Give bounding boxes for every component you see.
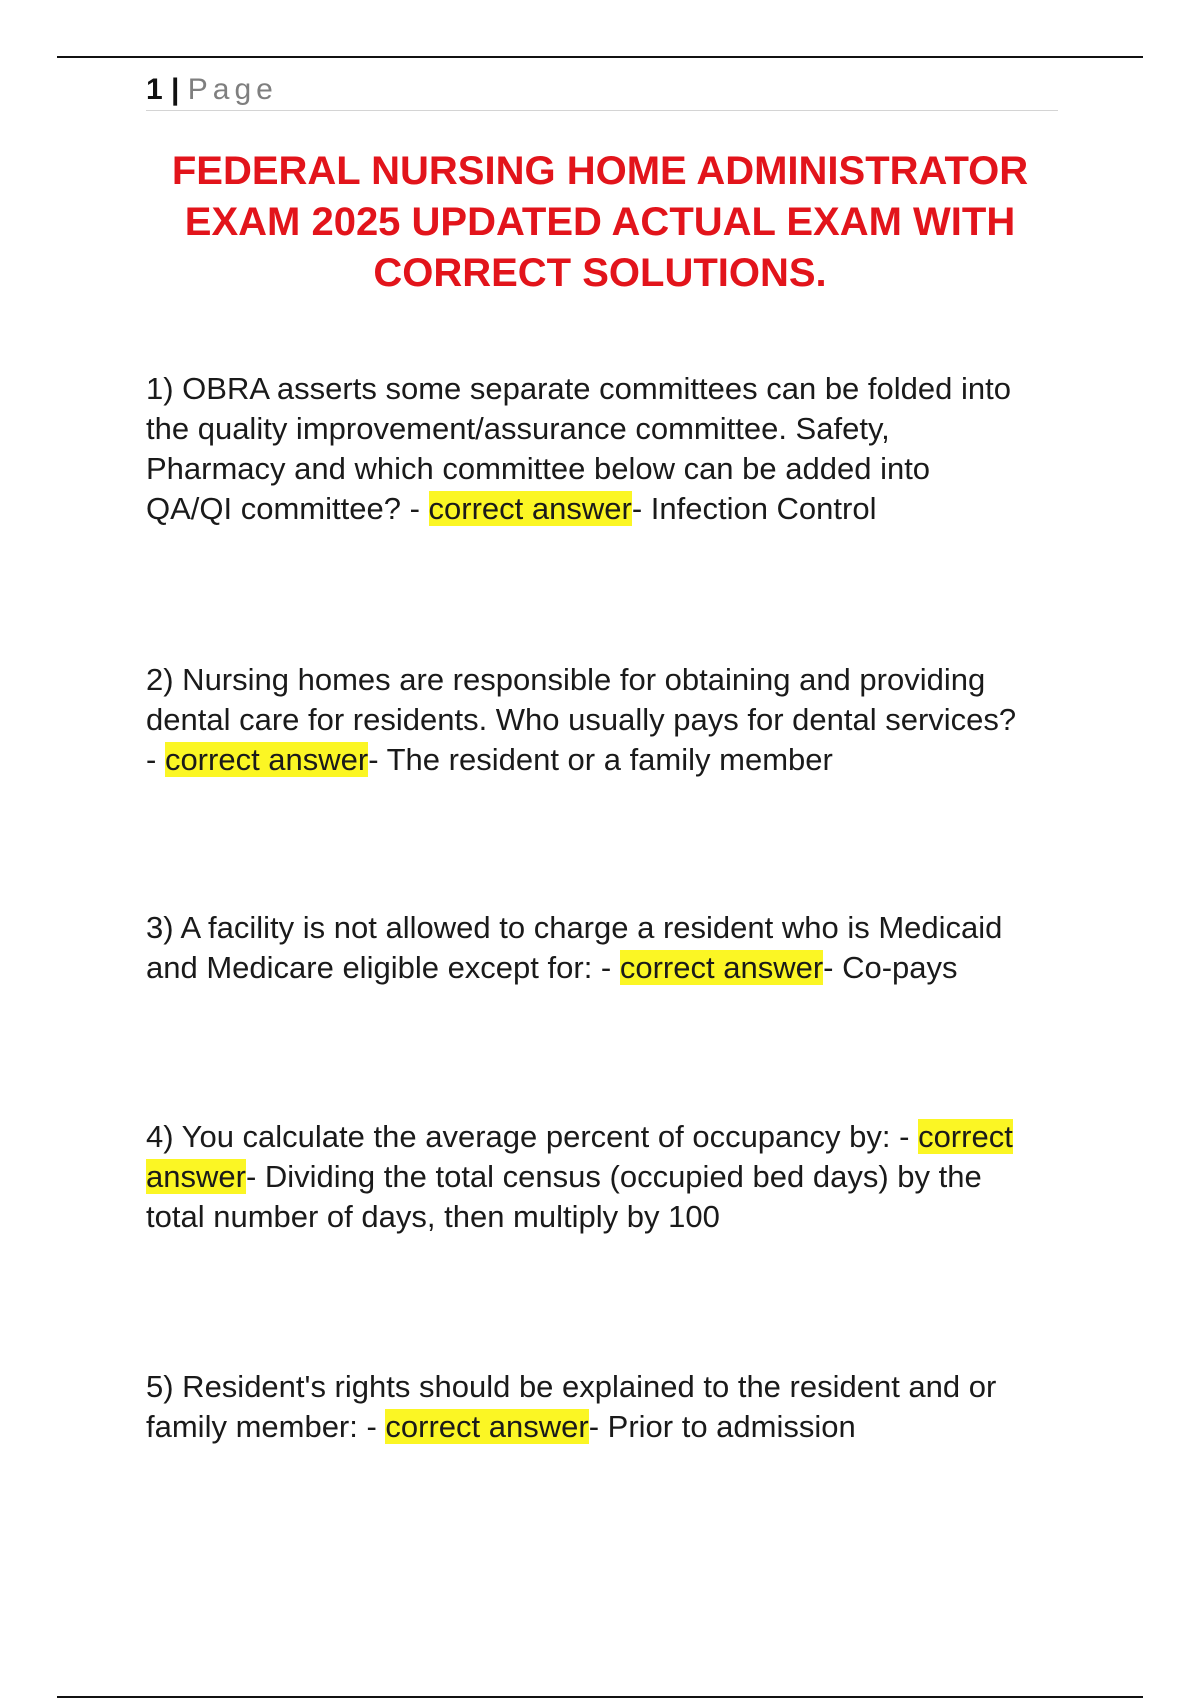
correct-answer-highlight-part-2: answer: [146, 1159, 246, 1194]
question-1-line-1: 1) OBRA asserts some separate committees can be folded into: [146, 371, 1011, 406]
answer-text-line-2: total number of days, then multiply by 100: [146, 1199, 720, 1234]
top-divider: [57, 56, 1143, 58]
correct-answer-highlight: correct answer: [164, 742, 369, 777]
answer-text: - Prior to admission: [588, 1409, 856, 1444]
question-1-line-4: QA/QI committee? -: [146, 491, 429, 526]
document-title: [100, 146, 1100, 299]
answer-text-line-1: - Dividing the total census (occupied bed days) by the: [245, 1159, 982, 1194]
title-line-1: FEDERAL NURSING HOME ADMINISTRATOR: [171, 149, 1029, 193]
question-5-line-2: family member: -: [146, 1409, 386, 1444]
question-2-line-3: -: [146, 742, 165, 777]
question-1: [146, 369, 1066, 529]
title-line-2: EXAM 2025 UPDATED ACTUAL EXAM WITH: [184, 200, 1016, 244]
correct-answer-highlight: correct answer: [385, 1409, 589, 1444]
answer-text: - Co-pays: [823, 950, 958, 985]
question-2-line-2: dental care for residents. Who usually pays for dental services?: [146, 702, 1017, 737]
question-4: [146, 1117, 1066, 1237]
question-2: [146, 660, 1066, 780]
question-5-line-1: 5) Resident's rights should be explained to the resident and or: [146, 1369, 997, 1404]
correct-answer-highlight: correct answer: [428, 491, 632, 526]
question-3: [146, 908, 1066, 988]
page-number: 1: [146, 73, 163, 106]
correct-answer-highlight-part-1: correct: [918, 1119, 1013, 1154]
question-3-line-2: and Medicare eligible except for: -: [146, 950, 620, 985]
question-2-line-1: 2) Nursing homes are responsible for obtaining and providing: [146, 662, 986, 697]
page-header: [146, 70, 1058, 111]
answer-text: - The resident or a family member: [368, 742, 833, 777]
page-separator: |: [171, 73, 180, 106]
page-label: Page: [187, 73, 278, 106]
question-1-line-3: Pharmacy and which committee below can be added into: [146, 451, 931, 486]
question-4-line-1: 4) You calculate the average percent of occupancy by: -: [146, 1119, 919, 1154]
bottom-divider: [57, 1696, 1143, 1698]
question-3-line-1: 3) A facility is not allowed to charge a resident who is Medicaid: [146, 910, 1003, 945]
question-5: [146, 1367, 1066, 1447]
title-line-3: CORRECT SOLUTIONS.: [373, 251, 827, 295]
question-1-line-2: the quality improvement/assurance committee. Safety,: [146, 411, 890, 446]
correct-answer-highlight: correct answer: [619, 950, 824, 985]
answer-text: - Infection Control: [631, 491, 877, 526]
